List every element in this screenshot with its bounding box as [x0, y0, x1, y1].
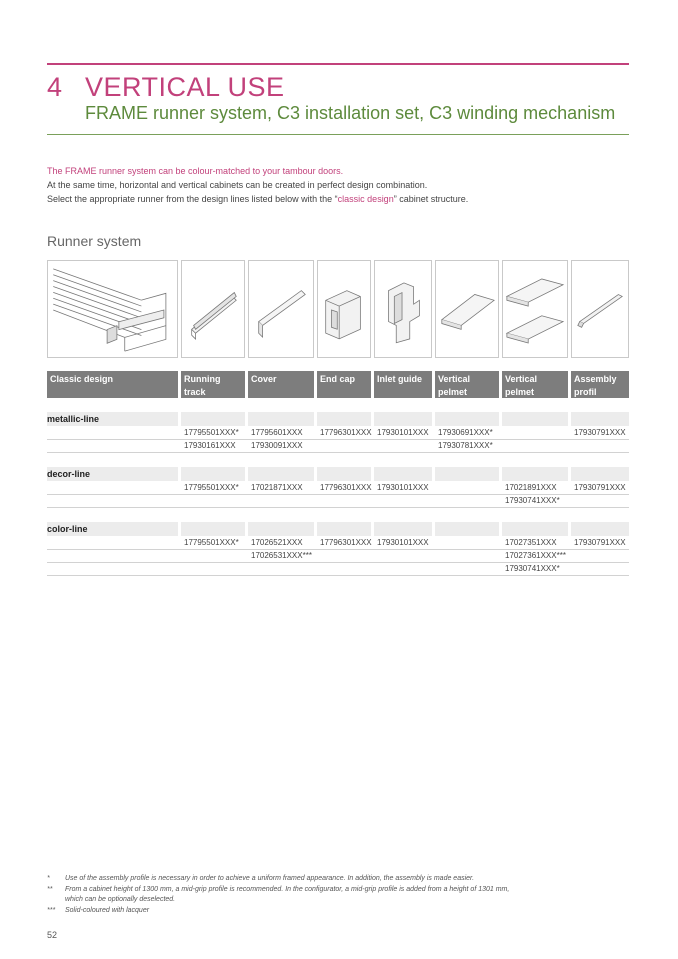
col-header-end-cap: End cap	[317, 371, 371, 398]
table-cell	[435, 562, 499, 575]
table-cell: 17027361XXX***	[505, 551, 566, 560]
group-header-strip	[435, 522, 499, 536]
end-cap-illustration	[318, 261, 370, 357]
intro-line-3-start: Select the appropriate runner from the design lines listed below with the “	[47, 194, 338, 204]
table-cell: 17930791XXX	[574, 483, 626, 492]
table-cell	[47, 494, 178, 507]
table-cell	[571, 549, 629, 562]
group-label-metallic-line: metallic-line	[47, 414, 100, 424]
table-row	[47, 536, 629, 549]
table-cell: 17795601XXX	[251, 428, 303, 437]
table-cell: 17930781XXX*	[438, 441, 493, 450]
group-header-strip	[502, 412, 568, 426]
group-header-strip	[374, 467, 432, 481]
table-cell	[47, 426, 178, 439]
vertical-pelmet-image	[435, 260, 499, 358]
table-cell: 17796301XXX	[320, 483, 372, 492]
table-cell: 17930791XXX	[574, 428, 626, 437]
table-cell: 17796301XXX	[320, 538, 372, 547]
vertical-pelmet-illustration	[436, 261, 498, 357]
page-number: 52	[47, 930, 58, 940]
table-row	[47, 426, 629, 439]
group-header-strip	[374, 412, 432, 426]
product-image-row	[47, 260, 629, 360]
table-cell: 17930091XXX	[251, 441, 303, 450]
intro-highlight: classic design	[337, 194, 394, 204]
cabinet-section-image	[47, 260, 178, 358]
assembly-profile-illustration	[572, 261, 628, 357]
table-cell	[248, 562, 314, 575]
chapter-subtitle: FRAME runner system, C3 installation set, C3 winding mechanism	[85, 103, 616, 123]
col-header-vertical-pelmet: Vertical pelmet	[435, 371, 499, 398]
table-cell: 17930101XXX	[377, 483, 429, 492]
running-track-illustration	[182, 261, 244, 357]
table-cell: 17930741XXX*	[505, 496, 560, 505]
table-cell	[47, 549, 178, 562]
table-cell: 17026521XXX	[251, 538, 303, 547]
table-cell	[47, 562, 178, 575]
table-cell: 17021871XXX	[251, 483, 303, 492]
table-cell	[571, 439, 629, 452]
table-cell	[374, 549, 432, 562]
table-cell	[317, 494, 371, 507]
table-cell	[317, 439, 371, 452]
vertical-pelmet-2-image	[502, 260, 568, 358]
table-row	[47, 549, 629, 562]
group-header-strip	[181, 412, 245, 426]
group-header-strip	[317, 467, 371, 481]
group-header-strip	[374, 522, 432, 536]
table-cell: 17795501XXX*	[184, 428, 239, 437]
group-header-strip	[181, 522, 245, 536]
table-cell	[435, 481, 499, 494]
row-divider	[47, 575, 629, 576]
table-header-row	[47, 371, 629, 398]
group-header-strip	[502, 467, 568, 481]
col-header-classic-design: Classic design	[47, 371, 178, 398]
table-row	[47, 494, 629, 507]
subtitle-rule	[47, 134, 629, 135]
table-cell: 17930161XXX	[184, 441, 236, 450]
table-cell	[317, 549, 371, 562]
table-cell: 17795501XXX*	[184, 483, 239, 492]
end-cap-image	[317, 260, 371, 358]
group-header-strip	[571, 412, 629, 426]
table-cell	[571, 562, 629, 575]
inlet-guide-image	[374, 260, 432, 358]
chapter-number: 4	[47, 72, 63, 102]
intro-line-3	[47, 192, 627, 206]
table-cell	[435, 536, 499, 549]
table-cell: 17021891XXX	[505, 483, 557, 492]
table-cell	[374, 439, 432, 452]
vertical-pelmet-2-illustration	[503, 261, 567, 357]
table-row	[47, 439, 629, 452]
inlet-guide-illustration	[375, 261, 431, 357]
chapter-title: VERTICAL USE	[85, 72, 285, 102]
col-header-cover: Cover	[248, 371, 314, 398]
row-divider	[47, 507, 629, 508]
group-header-strip	[248, 467, 314, 481]
table-cell: 17930101XXX	[377, 428, 429, 437]
table-cell	[435, 549, 499, 562]
footnote-3: *** Solid-coloured with lacquer	[47, 906, 150, 914]
table-cell	[248, 494, 314, 507]
table-cell: 17796301XXX	[320, 428, 372, 437]
chapter-heading	[47, 72, 285, 103]
col-header-vertical-pelmet-2: Vertical pelmet	[502, 371, 568, 398]
table-row	[47, 481, 629, 494]
group-header-strip	[248, 412, 314, 426]
row-divider	[47, 452, 629, 453]
group-header-strip	[317, 412, 371, 426]
table-cell: 17930741XXX*	[505, 564, 560, 573]
group-header-strip	[248, 522, 314, 536]
group-header-strip	[571, 522, 629, 536]
table-cell	[502, 439, 568, 452]
table-cell: 17026531XXX***	[251, 551, 312, 560]
table-cell: 17795501XXX*	[184, 538, 239, 547]
table-cell: 17930791XXX	[574, 538, 626, 547]
table-cell	[374, 562, 432, 575]
table-cell	[47, 481, 178, 494]
table-cell: 17930691XXX*	[438, 428, 493, 437]
col-header-inlet-guide: Inlet guide	[374, 371, 432, 398]
table-cell	[47, 536, 178, 549]
table-cell	[435, 494, 499, 507]
group-header-strip	[502, 522, 568, 536]
section-title: Runner system	[47, 233, 142, 249]
running-track-image	[181, 260, 245, 358]
top-rule	[47, 63, 629, 65]
col-header-running-track: Running track	[181, 371, 245, 398]
table-cell	[374, 494, 432, 507]
group-label-decor-line: decor-line	[47, 469, 91, 479]
intro-line-3-end: ” cabinet structure.	[393, 194, 469, 204]
table-cell	[181, 549, 245, 562]
table-cell: 17930101XXX	[377, 538, 429, 547]
table-cell	[571, 494, 629, 507]
group-label-color-line: color-line	[47, 524, 88, 534]
cover-illustration	[249, 261, 313, 357]
table-cell	[47, 439, 178, 452]
intro-text	[47, 164, 627, 206]
table-cell	[181, 562, 245, 575]
cabinet-section-illustration	[48, 261, 177, 357]
col-header-assembly-profil: Assembly profil	[571, 371, 629, 398]
table-cell: 17027351XXX	[505, 538, 557, 547]
table-cell	[181, 494, 245, 507]
intro-line-2: At the same time, horizontal and vertical cabinets can be created in perfect design combination.	[47, 180, 428, 190]
table-row	[47, 562, 629, 575]
table-cell	[502, 426, 568, 439]
footnote-2-continued: which can be optionally deselected.	[65, 896, 176, 903]
group-header-strip	[435, 467, 499, 481]
group-header-strip	[571, 467, 629, 481]
footnote-1: * Use of the assembly profile is necessary in order to achieve a uniform framed appearance. In addition, the assembly is made easier.	[47, 875, 475, 882]
intro-line-1: The FRAME runner system can be colour-matched to your tambour doors.	[47, 166, 344, 176]
cover-image	[248, 260, 314, 358]
footnotes	[47, 874, 607, 916]
assembly-profile-image	[571, 260, 629, 358]
group-header-strip	[317, 522, 371, 536]
table-cell	[317, 562, 371, 575]
group-header-strip	[435, 412, 499, 426]
group-header-strip	[181, 467, 245, 481]
footnote-2: ** From a cabinet height of 1300 mm, a mid-grip profile is recommended. In the configurator, a mid-grip profile is added from a height of 1301 mm,	[47, 885, 510, 893]
